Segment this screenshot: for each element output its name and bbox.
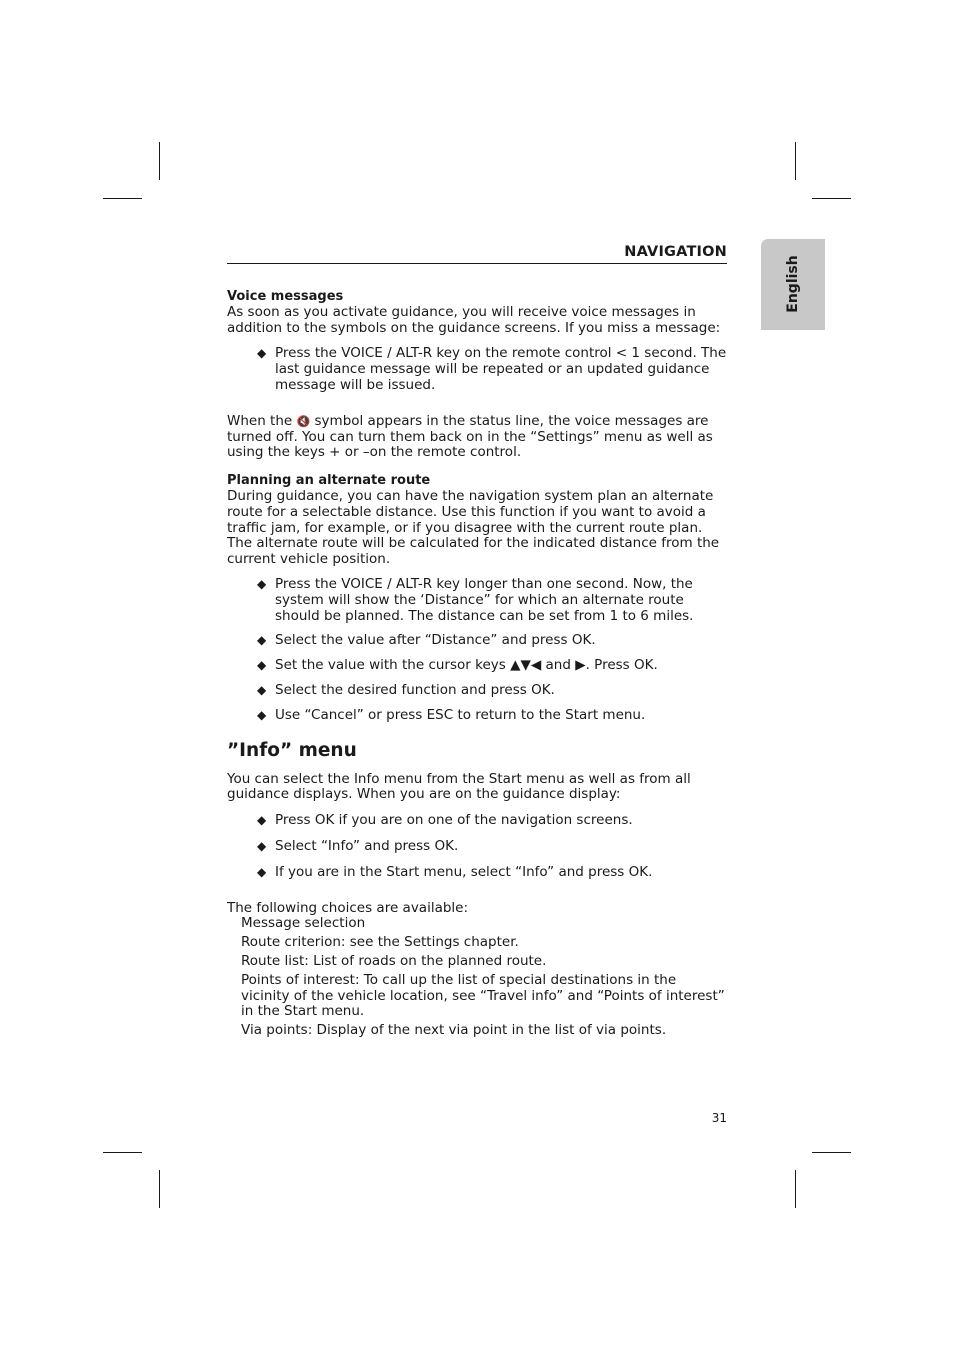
list-item-text: Use “Cancel” or press ESC to return to the Start menu.	[275, 706, 646, 723]
list-item-text: Set the value with the cursor keys ▲▼◀ and ▶. Press OK.	[275, 657, 658, 674]
diamond-bullet-icon: ◆	[257, 864, 267, 879]
list-item-text: Press the VOICE / ALT-R key on the remote control < 1 second. The last guidance message will be repeated or an updated guidance message will be issued.	[275, 345, 727, 393]
diamond-bullet-icon: ◆	[257, 658, 267, 673]
crop-mark	[103, 1152, 142, 1153]
list-item	[257, 658, 727, 674]
crop-mark	[159, 1170, 160, 1208]
list-item	[257, 633, 727, 649]
list-item: Route list: List of roads on the planned route.	[241, 952, 547, 969]
list-item	[257, 708, 727, 724]
list-item	[257, 839, 727, 855]
choices-list	[227, 916, 727, 1039]
info-menu-heading: ”Info” menu	[227, 739, 357, 761]
voice-messages-intro: As soon as you activate guidance, you will receive voice messages in addition to the symbols on the guidance screens. If you miss a message:	[227, 303, 721, 336]
page-content	[227, 289, 727, 1042]
list-item: Via points: Display of the next via point in the list of via points.	[241, 1022, 667, 1039]
choices-intro: The following choices are available:	[227, 899, 469, 916]
section-title: NAVIGATION	[624, 244, 727, 260]
list-item-text: Select the value after “Distance” and press OK.	[275, 632, 596, 649]
alternate-route-heading: Planning an alternate route	[227, 473, 431, 489]
diamond-bullet-icon: ◆	[257, 633, 267, 648]
list-item: Route criterion: see the Settings chapter.	[241, 934, 519, 951]
status-text-before: When the	[227, 412, 293, 429]
diamond-bullet-icon: ◆	[257, 682, 267, 697]
list-item	[257, 813, 727, 829]
page-number: 31	[711, 1111, 727, 1125]
list-item-text: If you are in the Start menu, select “Info” and press OK.	[275, 863, 653, 880]
list-item-text: Select “Info” and press OK.	[275, 837, 459, 854]
crop-mark	[103, 198, 142, 199]
info-menu-intro: You can select the Info menu from the Start menu as well as from all guidance displays. When you are on the guidance display:	[227, 770, 691, 803]
diamond-bullet-icon: ◆	[257, 576, 267, 591]
diamond-bullet-icon: ◆	[257, 813, 267, 828]
alternate-bullets	[227, 577, 727, 724]
crop-mark	[159, 142, 160, 180]
alternate-route-intro: During guidance, you can have the navigation system plan an alternate route for a selectable distance. Use this function if you want to avoid a traffic jam, for example, or if you disagree with the current route plan. The alternate route will be calculated for the indicated distance from the current vehicle position.	[227, 487, 720, 568]
header-rule	[227, 263, 727, 264]
list-item-text: Select the desired function and press OK.	[275, 681, 555, 698]
diamond-bullet-icon: ◆	[257, 838, 267, 853]
list-item: Message selection	[241, 915, 366, 932]
list-item	[257, 346, 727, 393]
status-text-after: symbol appears in the status line, the voice messages are turned off. You can turn them back on in the “Settings” menu as well as using the keys + or –on the remote control.	[227, 412, 713, 461]
mute-icon: 🔇	[296, 414, 311, 428]
diamond-bullet-icon: ◆	[257, 346, 267, 361]
voice-messages-heading: Voice messages	[227, 289, 344, 304]
list-item	[257, 865, 727, 881]
page-header	[227, 244, 727, 264]
crop-mark	[812, 1152, 851, 1153]
voice-status-paragraph	[227, 414, 727, 461]
info-bullets	[227, 813, 727, 880]
list-item: Points of interest: To call up the list of special destinations in the vicinity of the vehicle location, see “Travel info” and “Points of interest” in the Start menu.	[241, 971, 725, 1020]
list-item	[257, 683, 727, 699]
crop-mark	[812, 198, 851, 199]
voice-bullets	[227, 346, 727, 393]
crop-mark	[795, 1170, 796, 1208]
list-item	[257, 577, 727, 624]
language-tab-label: English	[785, 255, 801, 313]
diamond-bullet-icon: ◆	[257, 707, 267, 722]
list-item-text: Press the VOICE / ALT-R key longer than one second. Now, the system will show the ‘Distance” for which an alternate route should be planned. The distance can be set from 1 to 6 miles.	[275, 575, 694, 624]
list-item-text: Press OK if you are on one of the navigation screens.	[275, 812, 633, 829]
language-tab	[761, 239, 825, 330]
crop-mark	[795, 142, 796, 180]
